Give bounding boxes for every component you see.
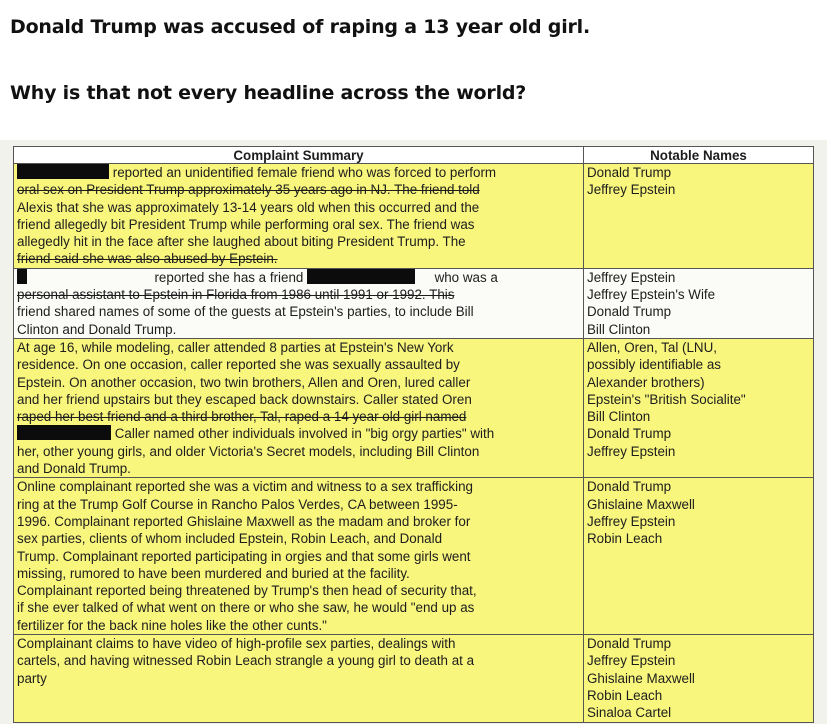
table-row bbox=[14, 164, 814, 269]
summary-line bbox=[17, 269, 583, 286]
complaint-table bbox=[13, 146, 814, 723]
summary-line: friend allegedly bit President Trump while performing oral sex. The friend was bbox=[17, 216, 475, 232]
names-cell bbox=[584, 635, 814, 722]
name-item: Donald Trump bbox=[587, 426, 672, 442]
summary-line: Complainant claims to have video of high-profile sex parties, dealings with bbox=[17, 636, 456, 652]
summary-text: who was a bbox=[434, 269, 498, 285]
summary-cell bbox=[14, 635, 584, 722]
name-item: Bill Clinton bbox=[587, 321, 651, 337]
name-item: Robin Leach bbox=[587, 687, 663, 703]
summary-line: Complainant reported being threatened by Trump's then head of security that, bbox=[17, 583, 477, 599]
summary-cell bbox=[14, 478, 584, 635]
name-item: Robin Leach bbox=[587, 531, 663, 547]
summary-cell bbox=[14, 164, 584, 269]
name-item: possibly identifiable as bbox=[587, 357, 721, 373]
header-complaint-summary: Complaint Summary bbox=[14, 147, 584, 164]
summary-line: 1996. Complainant reported Ghislaine Maxwell as the madam and broker for bbox=[17, 513, 471, 529]
table-row bbox=[14, 478, 814, 635]
name-item: Epstein's "British Socialite" bbox=[587, 391, 746, 407]
summary-text: Caller named other individuals involved in "big orgy parties" with bbox=[114, 426, 495, 442]
summary-line bbox=[17, 425, 583, 442]
summary-text: raped her best friend and a third brother, Tal, raped a 14 year old girl named bbox=[17, 409, 467, 425]
name-item: Jeffrey Epstein's Wife bbox=[587, 287, 716, 303]
table-row bbox=[14, 268, 814, 338]
summary-text: personal assistant to Epstein in Florida from 1986 until 1991 or 1992. This bbox=[17, 287, 455, 303]
name-item: Jeffrey Epstein bbox=[587, 513, 676, 529]
summary-line bbox=[17, 181, 583, 198]
summary-line: party bbox=[17, 670, 47, 686]
redaction-bar bbox=[17, 164, 109, 179]
summary-line: if she ever talked of what went on there or who she saw, he would "end up as bbox=[17, 600, 475, 616]
summary-line: and her friend upstairs but they escaped back downstairs. Caller stated Oren bbox=[17, 391, 472, 407]
names-cell bbox=[584, 268, 814, 338]
name-item: Ghislaine Maxwell bbox=[587, 496, 695, 512]
name-item: Jeffrey Epstein bbox=[587, 269, 676, 285]
summary-line bbox=[17, 408, 583, 425]
summary-line bbox=[17, 164, 583, 181]
summary-line: and Donald Trump. bbox=[17, 461, 131, 477]
name-item: Donald Trump bbox=[587, 165, 672, 180]
name-item: Jeffrey Epstein bbox=[587, 443, 676, 459]
summary-cell bbox=[14, 338, 584, 477]
summary-line: Clinton and Donald Trump. bbox=[17, 321, 177, 337]
name-item: Alexander brothers) bbox=[587, 374, 705, 390]
name-item: Donald Trump bbox=[587, 479, 672, 495]
summary-line: allegedly hit in the face after she laughed about biting President Trump. The bbox=[17, 234, 466, 250]
summary-line: cartels, and having witnessed Robin Leach strangle a young girl to death at a bbox=[17, 653, 475, 669]
names-cell bbox=[584, 164, 814, 269]
summary-text: friend said she was also abused by Epstein. bbox=[17, 251, 278, 267]
summary-cell bbox=[14, 268, 584, 338]
summary-line: Trump. Complainant reported participating in orgies and that some girls went bbox=[17, 548, 471, 564]
summary-text: reported an unidentified female friend who was forced to perform bbox=[112, 165, 497, 180]
name-item: Donald Trump bbox=[587, 304, 672, 320]
summary-line: Online complainant reported she was a victim and witness to a sex trafficking bbox=[17, 479, 474, 495]
name-item: Donald Trump bbox=[587, 636, 672, 652]
redaction-bar bbox=[307, 269, 415, 284]
post-text-line-2: Why is that not every headline across the world? bbox=[10, 82, 527, 104]
summary-line bbox=[17, 286, 583, 303]
summary-line: residence. On one occasion, caller reported she was sexually assaulted by bbox=[17, 357, 460, 373]
name-item: Jeffrey Epstein bbox=[587, 653, 676, 669]
summary-line: missing, rumored to have been murdered and buried at the facility. bbox=[17, 565, 410, 581]
name-item: Ghislaine Maxwell bbox=[587, 670, 695, 686]
name-item: Bill Clinton bbox=[587, 409, 651, 425]
summary-line: At age 16, while modeling, caller attended 8 parties at Epstein's New York bbox=[17, 339, 454, 355]
name-item: Sinaloa Cartel bbox=[587, 705, 672, 721]
redaction-bar bbox=[17, 269, 27, 284]
summary-line: ring at the Trump Golf Course in Rancho Palos Verdes, CA between 1995- bbox=[17, 496, 458, 512]
name-item: Allen, Oren, Tal (LNU, bbox=[587, 339, 717, 355]
name-item: Jeffrey Epstein bbox=[587, 182, 676, 198]
table-row bbox=[14, 635, 814, 722]
header-notable-names: Notable Names bbox=[584, 147, 814, 164]
summary-line: her, other young girls, and older Victoria's Secret models, including Bill Clinton bbox=[17, 443, 480, 459]
document-photo bbox=[0, 140, 827, 724]
names-cell bbox=[584, 478, 814, 635]
table-header-row bbox=[14, 147, 814, 164]
table-row bbox=[14, 338, 814, 477]
summary-line: friend shared names of some of the guests at Epstein's parties, to include Bill bbox=[17, 304, 474, 320]
summary-text: oral sex on President Trump approximately 35 years ago in NJ. The friend told bbox=[17, 182, 480, 198]
summary-line: sex parties, clients of whom included Epstein, Robin Leach, and Donald bbox=[17, 531, 443, 547]
summary-line bbox=[17, 250, 583, 267]
summary-line: Alexis that she was approximately 13-14 years old when this occurred and the bbox=[17, 199, 480, 215]
redaction-bar bbox=[17, 425, 111, 440]
post-text-line-1: Donald Trump was accused of raping a 13 year old girl. bbox=[10, 16, 591, 38]
summary-text: reported she has a friend bbox=[154, 269, 304, 285]
names-cell bbox=[584, 338, 814, 477]
summary-line: fertilizer for the back nine holes like the other cunts." bbox=[17, 617, 327, 633]
summary-line: Epstein. On another occasion, two twin brothers, Allen and Oren, lured caller bbox=[17, 374, 471, 390]
